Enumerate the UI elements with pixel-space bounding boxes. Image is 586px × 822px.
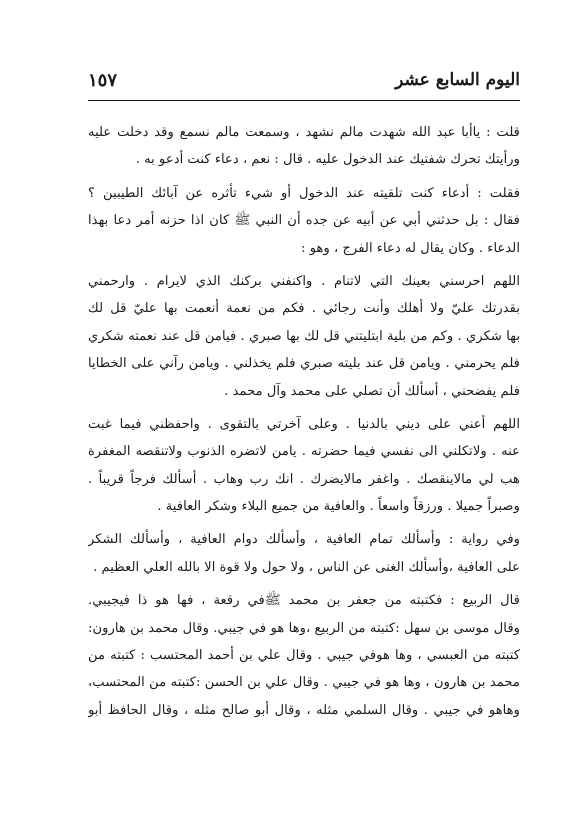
text-line: عنه . ولاتكلني الى نفسي فيما حضرته . يامن لاتضره الذنوب ولاتنقصه المغفرة (88, 444, 520, 460)
text-line: كتبته من العبسي ، وها هوفي جيبي . وقال علي بن أحمد المحتسب : كتبته من (88, 648, 520, 664)
text-line: وصبراً جميلا . ورزقاً واسعاً . والعافية من جميع البلاء وشكر العافية . (157, 499, 520, 515)
text-line: وهاهو في جيبي . وقال السلمي مثله ، وقال أبو صالح مثله ، وقال الحافظ أبو (88, 702, 520, 718)
page-number: ١٥٧ (88, 70, 118, 91)
text-line: فقال : بل حدثني أبي عن أبيه عن جده أن النبي ﷺ كان اذا حزنه أمر دعا بهذا (88, 213, 520, 229)
text-line: فقلت : أدعاء كنت تلقيته عند الدخول أو شيء تأثره عن آبائك الطيبين ؟ (88, 185, 520, 201)
text-line: بقدرتك عليّ ولا أهلك وأنت رجائي . فكم من نعمة أنعمت بها عليّ قل لك (88, 301, 520, 317)
paragraph (88, 268, 520, 405)
text-line: على العافية ،وأسألك الغنى عن الناس ، ولا حول ولا قوة الا بالله العلي العظيم . (93, 559, 520, 575)
paragraph (88, 526, 520, 581)
chapter-title: اليوم السابع عشر (395, 70, 520, 90)
text-line: وقال موسى بن سهل :كتبته من الربيع ،وها هو في جيبي. وقال محمد بن هارون: (88, 620, 520, 636)
text-line: قال الربيع : فكتبته من جعفر بن محمد ﷺفي رقعة ، فها هو ذا فيجيبي. (88, 593, 520, 609)
text-line: هب لي مالاينقصك . واغفر مالايضرك . انك رب وهاب . أسألك فرجاً قريباً . (88, 471, 520, 487)
text-line: وفي رواية : وأسألك تمام العافية ، وأسألك دوام العافية ، وأسألك الشكر (88, 532, 520, 548)
text-line: ورأيتك تحرك شفتيك عند الدخول عليه . قال : نعم ، دعاء كنت أدعو به . (135, 152, 520, 168)
text-line: فلم يفضحني ، أسألك أن تصلي على محمد وآل محمد . (224, 383, 520, 399)
text-line: بها شكري . وكم من بلية ابتليتني قل لك بها صبري . فيامن قل عند نعمته شكري (88, 328, 520, 344)
text-line: محمد بن هارون ، وها هو في جيبي . وقال علي بن الحسن :كتبته من المحتسب، (88, 675, 520, 691)
paragraph (88, 587, 520, 724)
page-body (88, 119, 520, 724)
page-header (88, 68, 520, 101)
paragraph (88, 411, 520, 521)
text-line: الدعاء . وكان يقال له دعاء الفرج ، وهو : (301, 240, 520, 256)
paragraph (88, 119, 520, 174)
text-line: اللهم احرسني بعينك التي لاتنام . واكنفني بركنك الذي لايرام . وارحمني (88, 273, 520, 289)
paragraph (88, 180, 520, 262)
text-line: اللهم أعني على ديني بالدنيا . وعلى آخرتي بالتقوى . واحفظني فيما غبت (88, 416, 520, 432)
text-line: قلت : ياأبا عبد الله شهدت مالم نشهد ، وسمعت مالم نسمع وقد دخلت عليه (88, 125, 520, 140)
text-line: فلم يحرمني . ويامن قل عند بليته صبري فلم يخذلني . ويامن رآني على الخطايا (88, 356, 520, 372)
book-page (88, 68, 520, 730)
